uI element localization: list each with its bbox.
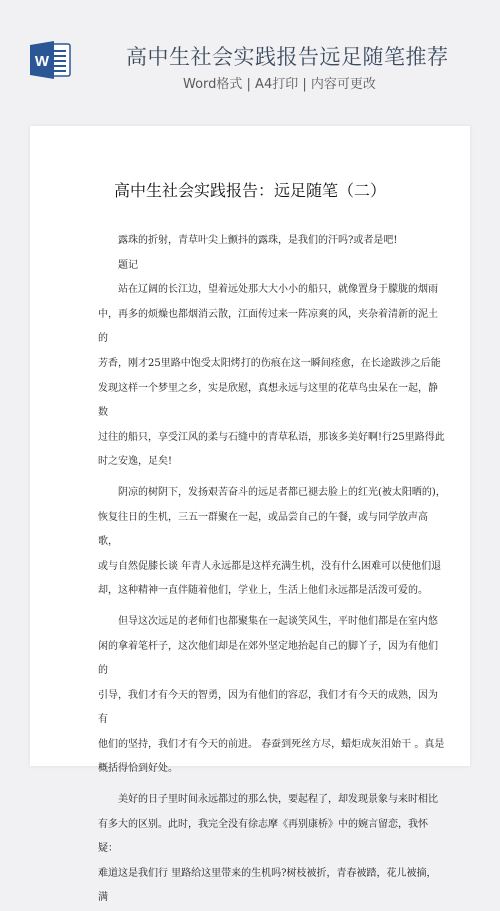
banner-title: 高中生社会实践报告远足随笔推荐 [126, 45, 449, 69]
body-line: 阴凉的树阴下，发扬艰苦奋斗的远足者都已褪去脸上的红光(被太阳晒的)， [118, 486, 446, 498]
header-banner [0, 0, 500, 108]
body-line: 概括得恰到好处。 [98, 763, 178, 775]
body-line: 站在辽阔的长江边，望着远处那大大小小的船只，就像置身于朦胧的烟雨 [118, 284, 438, 296]
body-line: 闲的拿着笔杆子，这次他们却是在郊外坚定地抬起自己的脚丫子，因为有他们的 [98, 640, 438, 677]
body-line: 芳香，刚才25里路中饱受太阳烤打的伤痕在这一瞬间痊愈，在长途跋涉之后能 [98, 357, 441, 369]
document-body [98, 229, 446, 911]
body-line: 题记 [118, 259, 138, 271]
body-line: 他们的坚持，我们才有今天的前进。 春蚕到死丝方尽，蜡炬成灰泪始干 。真是 [98, 738, 445, 750]
document-title: 高中生社会实践报告：远足随笔（二） [113, 181, 386, 200]
body-line: 时之安逸，足矣! [98, 456, 173, 468]
body-line: 中，再多的烦燥也都烟消云散，江面传过来一阵凉爽的风，夹杂着清新的泥土的 [98, 308, 438, 345]
body-line: 美好的日子里时间永远都过的那么快，要起程了，却发现景象与来时相比 [118, 794, 438, 806]
body-line: 有多大的区别。此时，我完全没有徐志摩《再别康桥》中的婉言留恋，我怀疑： [98, 818, 428, 855]
word-icon [28, 40, 72, 80]
banner-subtitle: Word格式 | A4打印 | 内容可更改 [183, 77, 376, 92]
body-line: 恢复往日的生机，三五一群聚在一起，或品尝自己的午餐，或与同学放声高歌， [98, 511, 428, 548]
body-line: 或与自然促膝长谈 年青人永远都是这样充满生机，没有什么困难可以使他们退 [98, 560, 442, 572]
word-icon-letter: W [34, 53, 50, 70]
body-line: 引导，我们才有今天的智勇，因为有他们的容忍，我们才有今天的成熟，因为有 [98, 689, 438, 726]
body-line: 却，这种精神一直伴随着他们，学业上，生活上他们永远都是活泼可爱的。 [98, 585, 428, 597]
body-line: 发现这样一个梦里之乡，实是欣慰，真想永远与这里的花草鸟虫呆在一起，静数 [98, 382, 438, 419]
body-line: 过往的船只，享受江风的柔与石缝中的青草私语，那该多美好啊!行25里路得此 [98, 431, 445, 443]
document-page [30, 126, 470, 904]
body-line: 但导这次远足的老师们也都聚集在一起谈笑风生，平时他们都是在室内悠 [118, 615, 438, 627]
body-line: 露珠的折射，青草叶尖上颤抖的露珠，是我们的汗吗?或者是吧! [118, 235, 398, 246]
body-line: 难道这是我们行 里路给这里带来的生机吗?树枝被折，青春被踏，花儿被摘，满 [98, 867, 437, 904]
